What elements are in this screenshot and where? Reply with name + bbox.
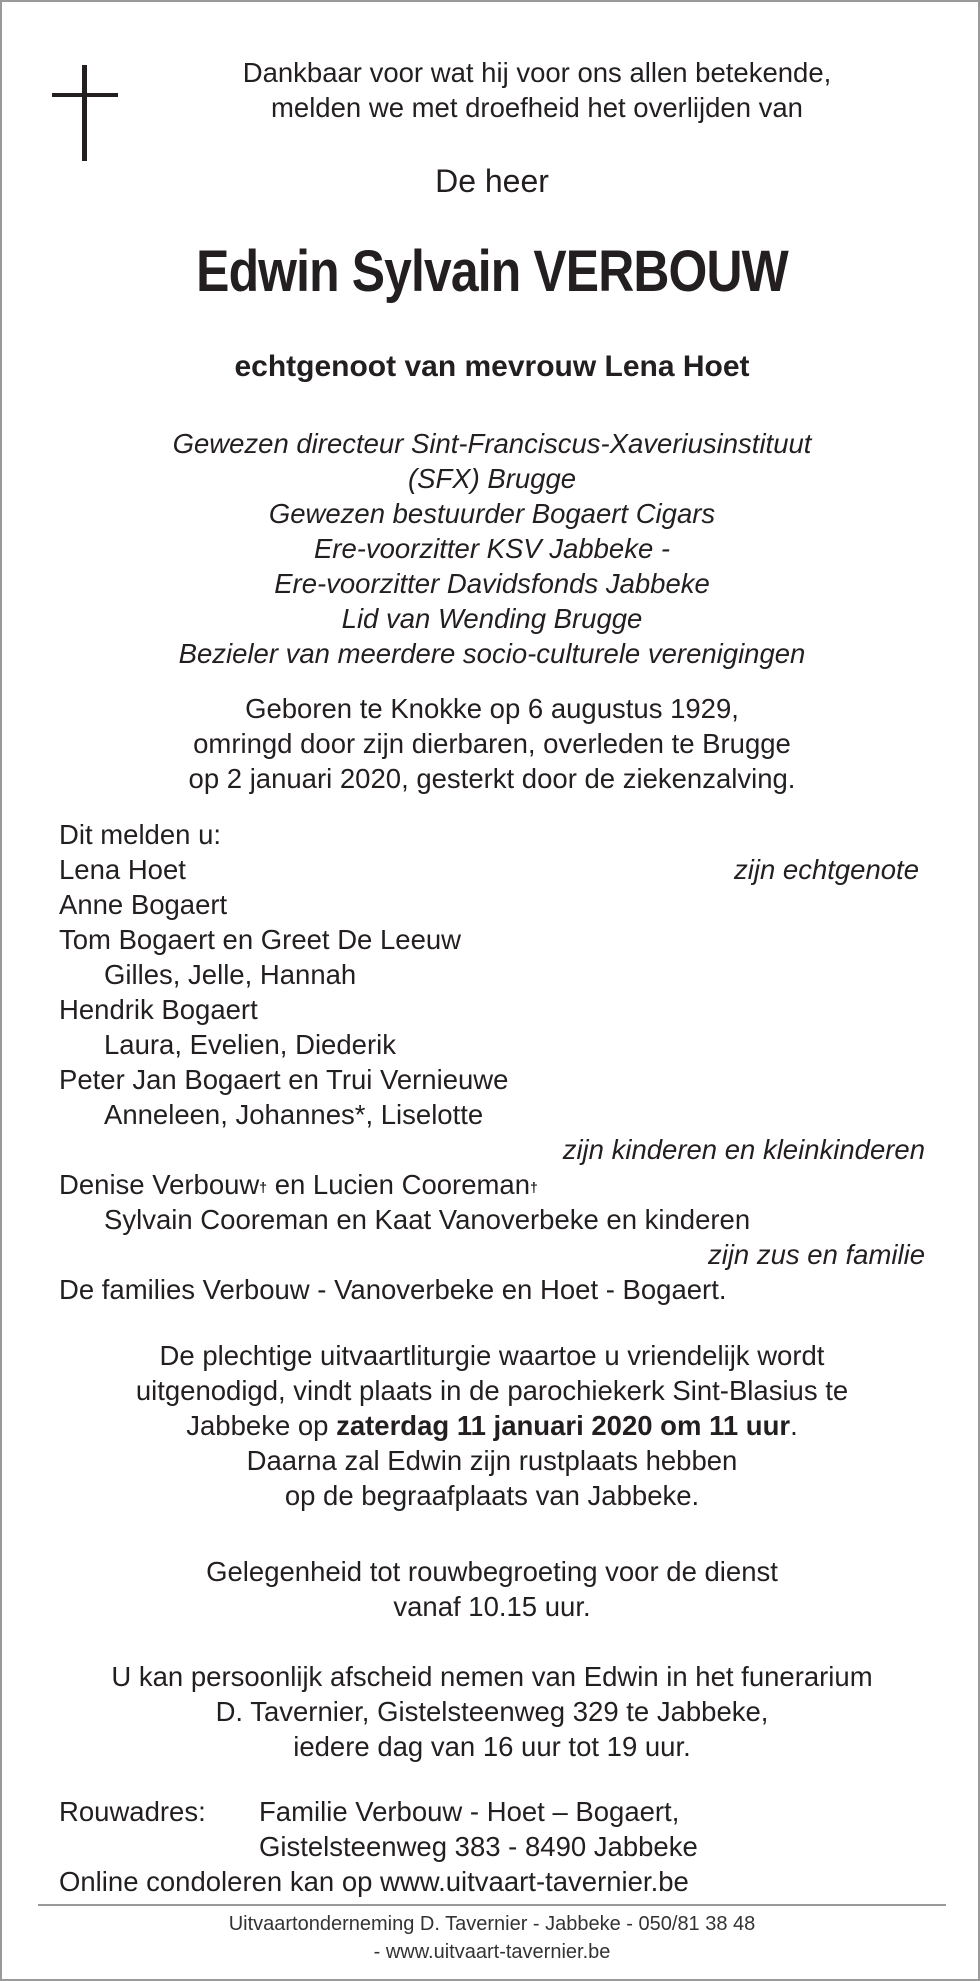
role-line: Lid van Wending Brugge bbox=[341, 603, 643, 634]
relation-label: zijn zus en familie bbox=[707, 1239, 925, 1270]
footer: Uitvaartonderneming D. Tavernier - Jabbeke - 050/81 38 48 - www.uitvaart-tavernier.be bbox=[228, 1913, 756, 1963]
deceased-name: Edwin Sylvain VERBOUW bbox=[196, 239, 788, 304]
list-item: De families Verbouw - Vanoverbeke en Hoet - Bogaert. bbox=[59, 1274, 727, 1305]
honorific: De heer bbox=[435, 163, 549, 199]
funeral-date: zaterdag 11 januari 2020 om 11 uur bbox=[336, 1410, 791, 1441]
list-item: Anne Bogaert bbox=[59, 889, 228, 920]
farewell-text: U kan persoonlijk afscheid nemen van Edwin in het funerarium D. Tavernier, Gistelsteenweg 329 te Jabbeke, iedere dag van 16 uur tot 19 uur. bbox=[111, 1661, 873, 1762]
spouse-line: echtgenoot van mevrouw Lena Hoet bbox=[234, 350, 750, 383]
relation-label: zijn echtgenote bbox=[734, 854, 919, 885]
role-line: Gewezen bestuurder Bogaert Cigars bbox=[268, 498, 716, 529]
birth-death-text: Geboren te Knokke op 6 augustus 1929, omringd door zijn dierbaren, overleden te Brugge op 2 januari 2020, gesterkt door de ziekenzalving. bbox=[188, 693, 796, 794]
dagger-icon: † bbox=[259, 1179, 268, 1195]
role-line: Bezieler van meerdere socio-culturele verenigingen bbox=[178, 638, 806, 669]
list-item: Peter Jan Bogaert en Trui Vernieuwe bbox=[59, 1064, 509, 1095]
relation-label: zijn kinderen en kleinkinderen bbox=[562, 1134, 925, 1165]
role-line: Ere-voorzitter KSV Jabbeke - bbox=[313, 533, 671, 564]
intro-text: Dankbaar voor wat hij voor ons allen betekende, melden we met droefheid het overlijden van bbox=[242, 57, 832, 123]
mourners-list bbox=[59, 817, 925, 1307]
role-line: Gewezen directeur Sint-Franciscus-Xaveriusinstituut bbox=[172, 428, 812, 459]
list-item: Anneleen, Johannes*, Liselotte bbox=[104, 1099, 484, 1130]
list-item: Denise Verbouw† en Lucien Cooreman† bbox=[59, 1169, 538, 1200]
list-item: Lena Hoet zijn echtgenote bbox=[59, 854, 919, 885]
divider bbox=[38, 1904, 946, 1906]
list-item: Tom Bogaert en Greet De Leeuw bbox=[59, 924, 462, 955]
liturgy-text: De plechtige uitvaartliturgie waartoe u vriendelijk wordt uitgenodigd, vindt plaats in de parochiekerk Sint-Blasius te Jabbeke op zaterdag 11 januari 2020 om 11 uur. Daarna zal Edwin zijn rustplaats hebben op de begraafplaats van Jabbeke. bbox=[135, 1340, 849, 1511]
list-item: Sylvain Cooreman en Kaat Vanoverbeke en kinderen bbox=[104, 1204, 751, 1235]
mourning-address: Rouwadres: Familie Verbouw - Hoet – Bogaert, Gistelsteenweg 383 - 8490 Jabbeke Online condoleren kan op www.uitvaart-tavernier.be bbox=[59, 1794, 939, 1899]
list-item: Laura, Evelien, Diederik bbox=[104, 1029, 396, 1060]
mourners-heading: Dit melden u: bbox=[59, 819, 222, 850]
roles-list bbox=[42, 426, 942, 671]
address-label: Rouwadres: bbox=[59, 1796, 206, 1827]
role-line: Ere-voorzitter Davidsfonds Jabbeke bbox=[274, 568, 710, 599]
condolence-time: Gelegenheid tot rouwbegroeting voor de dienst vanaf 10.15 uur. bbox=[206, 1556, 778, 1622]
list-item: Hendrik Bogaert bbox=[59, 994, 258, 1025]
online-condolence: Online condoleren kan op www.uitvaart-tavernier.be bbox=[59, 1866, 689, 1897]
role-line: (SFX) Brugge bbox=[407, 463, 577, 494]
dagger-icon: † bbox=[530, 1179, 538, 1195]
list-item: Gilles, Jelle, Hannah bbox=[104, 959, 357, 990]
